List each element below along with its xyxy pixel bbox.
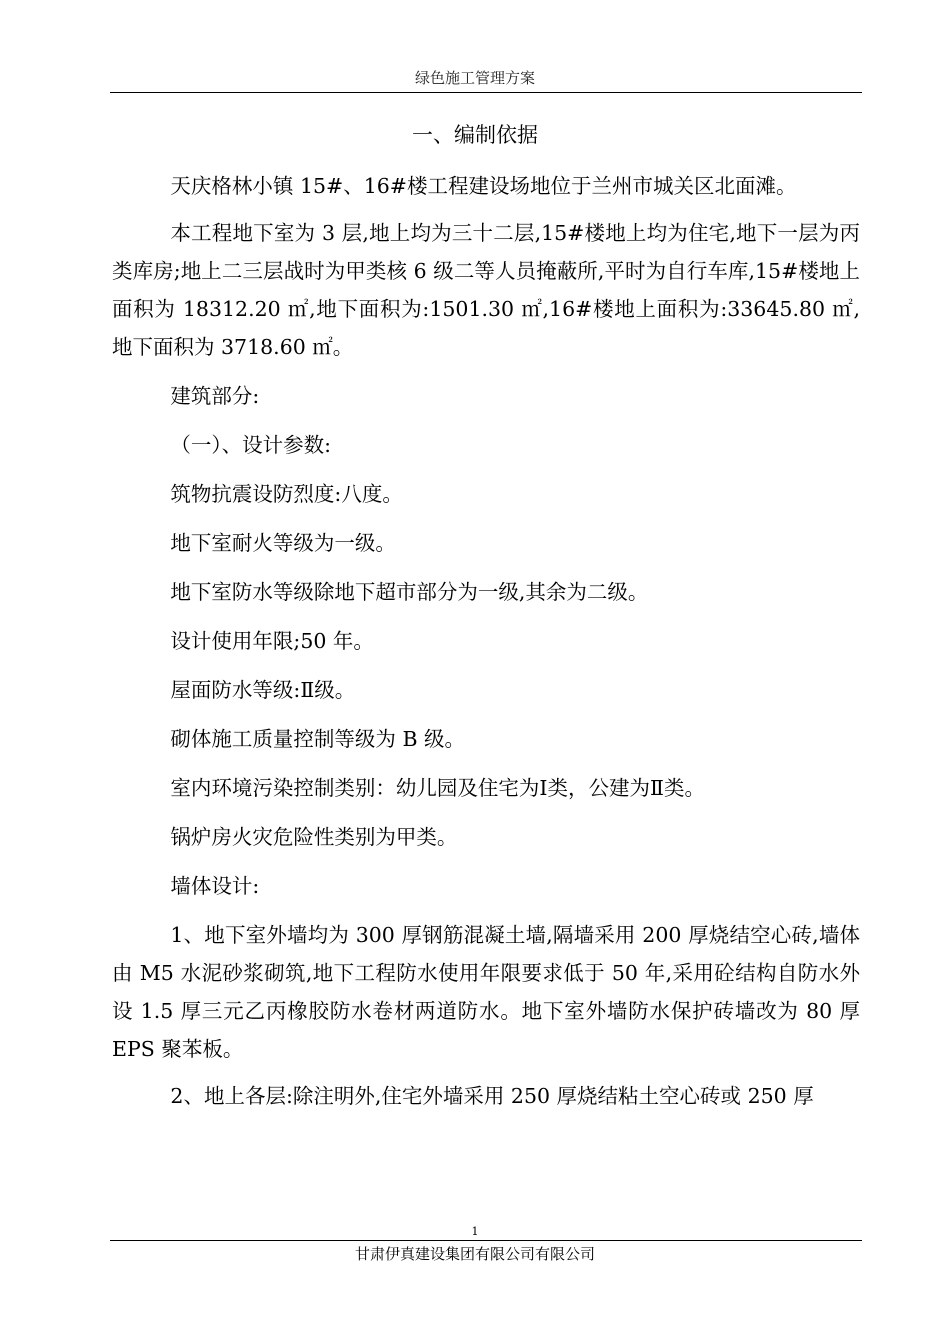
paragraph-pollution-class: 室内环境污染控制类别：幼儿园及住宅为Ⅰ类，公建为Ⅱ类。	[170, 776, 705, 800]
paragraph-architecture-heading: 建筑部分:	[170, 384, 260, 408]
paragraph-boiler-room: 锅炉房火灾危险性类别为甲类。	[170, 825, 458, 849]
paragraph-masonry-quality: 砌体施工质量控制等级为 B 级。	[170, 727, 466, 751]
page-number: 1	[471, 1225, 479, 1238]
paragraph-wall-design-heading: 墙体设计:	[170, 874, 260, 898]
paragraph-design-params-heading: （一）、设计参数:	[170, 433, 332, 457]
paragraph-service-life: 设计使用年限;50 年。	[170, 629, 374, 653]
header-divider	[110, 92, 862, 93]
paragraph-basement-walls: 1、地下室外墙均为 300 厚钢筋混凝土墙,隔墙采用 200 厚烧结空心砖,墙体由 M5 水泥砂浆砌筑,地下工程防水使用年限要求低于 50 年,采用砼结构自防水外设 1.5 厚三元乙丙橡胶防水卷材两道防水。地下室外墙防水保护砖墙改为 80 厚 EPS 聚苯板。	[112, 923, 860, 1061]
paragraph-fire-rating: 地下室耐火等级为一级。	[170, 531, 396, 555]
paragraph-seismic-intensity: 筑物抗震设防烈度:八度。	[170, 482, 403, 506]
page-header-title: 绿色施工管理方案	[414, 69, 535, 87]
paragraph-above-ground-walls: 2、地上各层:除注明外,住宅外墙采用 250 厚烧结粘土空心砖或 250 厚	[170, 1084, 814, 1108]
footer-divider	[110, 1240, 862, 1241]
section-heading: 一、编制依据	[412, 123, 538, 147]
footer-company-name: 甘肃伊真建设集团有限公司有限公司	[354, 1245, 595, 1263]
document-body	[112, 167, 860, 1115]
paragraph-project-location: 天庆格林小镇 15#、16#楼工程建设场地位于兰州市城关区北面滩。	[170, 174, 797, 198]
paragraph-project-overview: 本工程地下室为 3 层,地上均为三十二层,15#楼地上均为住宅,地下一层为丙类库房;地上二三层战时为甲类核 6 级二等人员掩蔽所,平时为自行车库,15#楼地上面积为 18312.20 ㎡,地下面积为:1501.30 ㎡,16#楼地上面积为:33645.80 ㎡,地下面积为 3718.60 ㎡。	[112, 221, 860, 359]
paragraph-waterproof-grade: 地下室防水等级除地下超市部分为一级,其余为二级。	[170, 580, 649, 604]
paragraph-roof-waterproof: 屋面防水等级:Ⅱ级。	[170, 678, 356, 702]
